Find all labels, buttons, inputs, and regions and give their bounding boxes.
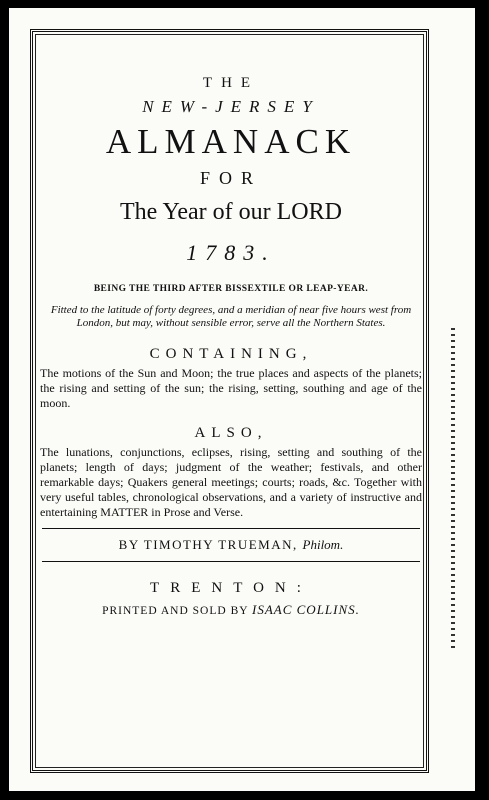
imprint-label: PRINTED AND SOLD BY: [102, 605, 249, 617]
author-line: [38, 529, 424, 561]
heading-year-of-lord: The Year of our LORD: [120, 199, 342, 225]
also-text: The lunations, conjunctions, eclipses, rising, setting and southing of the planets; length of days; judgment of the weather; festivals, and other remarkable days; Quakers general meetings; courts; roads, &c. Together with very useful tables, chronological observations, and a variety of instructive and entertaining MATTER in Prose and Verse.: [40, 445, 422, 519]
heading-year: 1783.: [186, 240, 276, 265]
divider-rule-2: [42, 561, 420, 562]
heading-almanack: ALMANACK: [105, 122, 357, 161]
heading-state: NEW-JERSEY: [142, 97, 320, 116]
imprint-place: TRENTON:: [150, 580, 312, 596]
torn-edge-dots: [451, 328, 455, 648]
author-name: BY TIMOTHY TRUEMAN,: [118, 537, 298, 552]
heading-the: THE: [202, 75, 260, 91]
leap-year-note: BEING THE THIRD AFTER BISSEXTILE OR LEAP-YEAR.: [93, 284, 369, 294]
printer-name: ISAAC COLLINS.: [252, 602, 360, 617]
author-suffix: Philom.: [302, 537, 344, 552]
page-sheet: [9, 8, 475, 791]
title-block: [38, 72, 424, 620]
also-heading: ALSO,: [194, 425, 268, 441]
imprint-line: [38, 600, 424, 620]
latitude-note: Fitted to the latitude of forty degrees, and a meridian of near five hours west from London, but may, without sensible error, serve all the Northern States.: [50, 304, 412, 329]
containing-text: The motions of the Sun and Moon; the true places and aspects of the planets; the rising and setting of the sun; the rising, setting, southing and age of the moon.: [40, 366, 422, 410]
containing-heading: CONTAINING,: [149, 346, 313, 362]
heading-for: FOR: [199, 168, 262, 188]
